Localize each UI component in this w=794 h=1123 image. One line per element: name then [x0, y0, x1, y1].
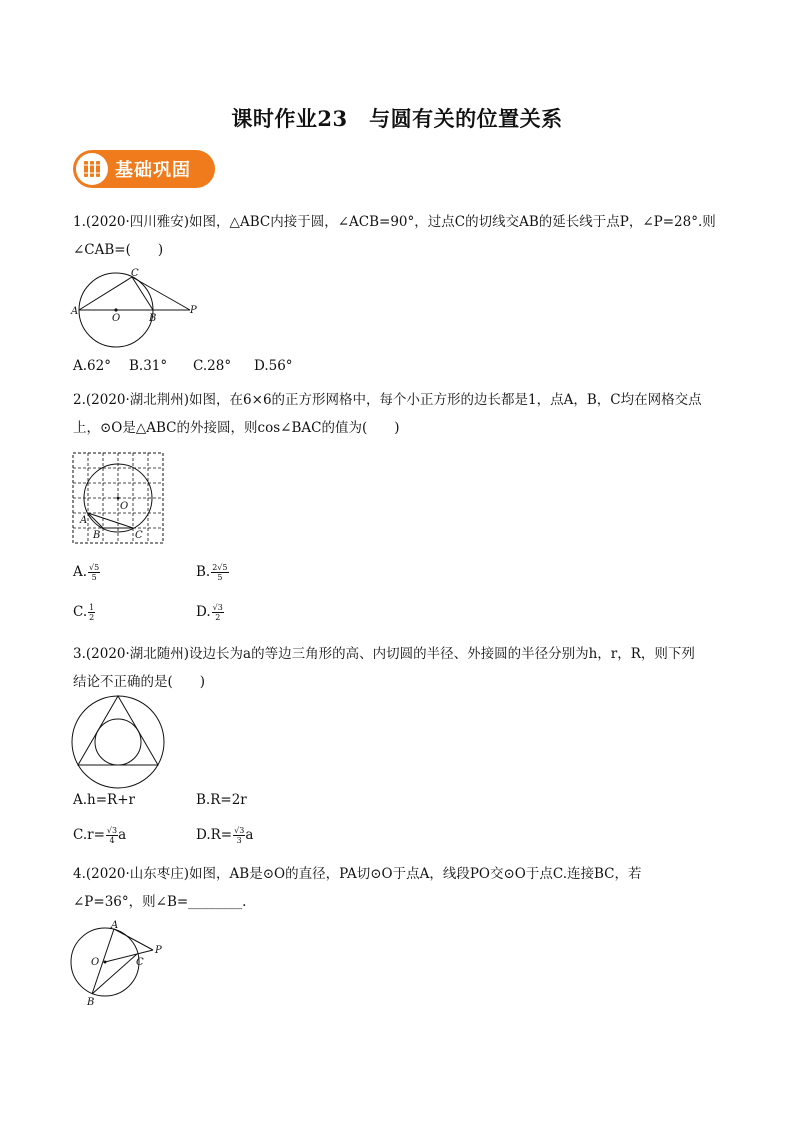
- question-3: [73, 640, 723, 696]
- question-2-line-1: 2.(2020·湖北荆州)如图，在6×6的正方形网格中，每个小正方形的边长都是1，点A，B，C均在网格交点: [73, 392, 702, 408]
- q1-label-a: A: [71, 306, 79, 317]
- question-3-figure: [68, 694, 168, 794]
- q2-label-c: C: [135, 530, 143, 541]
- question-4-figure: [66, 920, 176, 1010]
- question-1-figure: [70, 268, 210, 338]
- question-4-line-2: ∠P=36°，则∠B=________.: [73, 894, 247, 910]
- question-4-line-1: 4.(2020·山东枣庄)如图，AB是⊙O的直径，PA切⊙O于点A，线段PO交⊙O于点C.连接BC，若: [73, 866, 642, 882]
- q1-label-c: C: [131, 268, 139, 279]
- question-1: [73, 208, 723, 264]
- q2-label-a: A: [80, 515, 88, 526]
- q4-label-o: O: [91, 957, 100, 968]
- q3-option-c: C.r= $\frac{√3}{4}$ a: [73, 826, 127, 845]
- q4-label-c: C: [136, 957, 144, 968]
- question-4: [73, 860, 723, 916]
- q1-label-b: B: [149, 313, 157, 324]
- q4-label-a: A: [111, 920, 119, 931]
- q2-option-b: B. $\frac{2√5}{5}$: [196, 563, 228, 582]
- q4-label-b: B: [87, 997, 95, 1008]
- q2-option-a: A. $\frac{√5}{5}$: [73, 563, 100, 582]
- page-title: 课时作业23 与圆有关的位置关系: [231, 106, 563, 131]
- question-1-line-2: ∠CAB=( ): [73, 242, 164, 258]
- question-2-figure: [72, 452, 164, 544]
- question-2: [73, 386, 723, 442]
- q1-option-c: C.28°: [193, 358, 232, 374]
- question-1-line-1: 1.(2020·四川雅安)如图，△ABC内接于圆，∠ACB=90°，过点C的切线交AB的延长线于点P，∠P=28°.则: [73, 214, 716, 230]
- q1-option-b: B.31°: [129, 358, 168, 374]
- question-2-line-2: 上，⊙O是△ABC的外接圆，则cos∠BAC的值为( ): [73, 420, 400, 436]
- q2-label-o: O: [120, 501, 129, 512]
- q3-option-b: B.R=2r: [196, 792, 247, 808]
- q2-option-d: D. $\frac{√3}{2}$: [196, 603, 223, 622]
- section-banner: [73, 150, 215, 188]
- books-icon: [76, 153, 108, 185]
- question-3-line-1: 3.(2020·湖北随州)设边长为a的等边三角形的高、内切圆的半径、外接圆的半径分别为h，r，R，则下列: [73, 646, 695, 662]
- q1-option-a: A.62°: [73, 358, 111, 374]
- section-label: 基础巩固: [115, 160, 191, 181]
- q4-label-p: P: [155, 945, 162, 956]
- q2-option-c: C. $\frac{1}{2}$: [73, 603, 95, 622]
- q3-option-d: D.R= $\frac{√3}{3}$ a: [196, 826, 254, 845]
- q2-label-b: B: [93, 530, 101, 541]
- q1-label-o: O: [112, 313, 121, 324]
- q1-label-p: P: [190, 305, 197, 316]
- question-3-line-2: 结论不正确的是( ): [73, 674, 206, 690]
- q1-option-d: D.56°: [254, 358, 293, 374]
- q3-option-a: A.h=R+r: [73, 792, 135, 808]
